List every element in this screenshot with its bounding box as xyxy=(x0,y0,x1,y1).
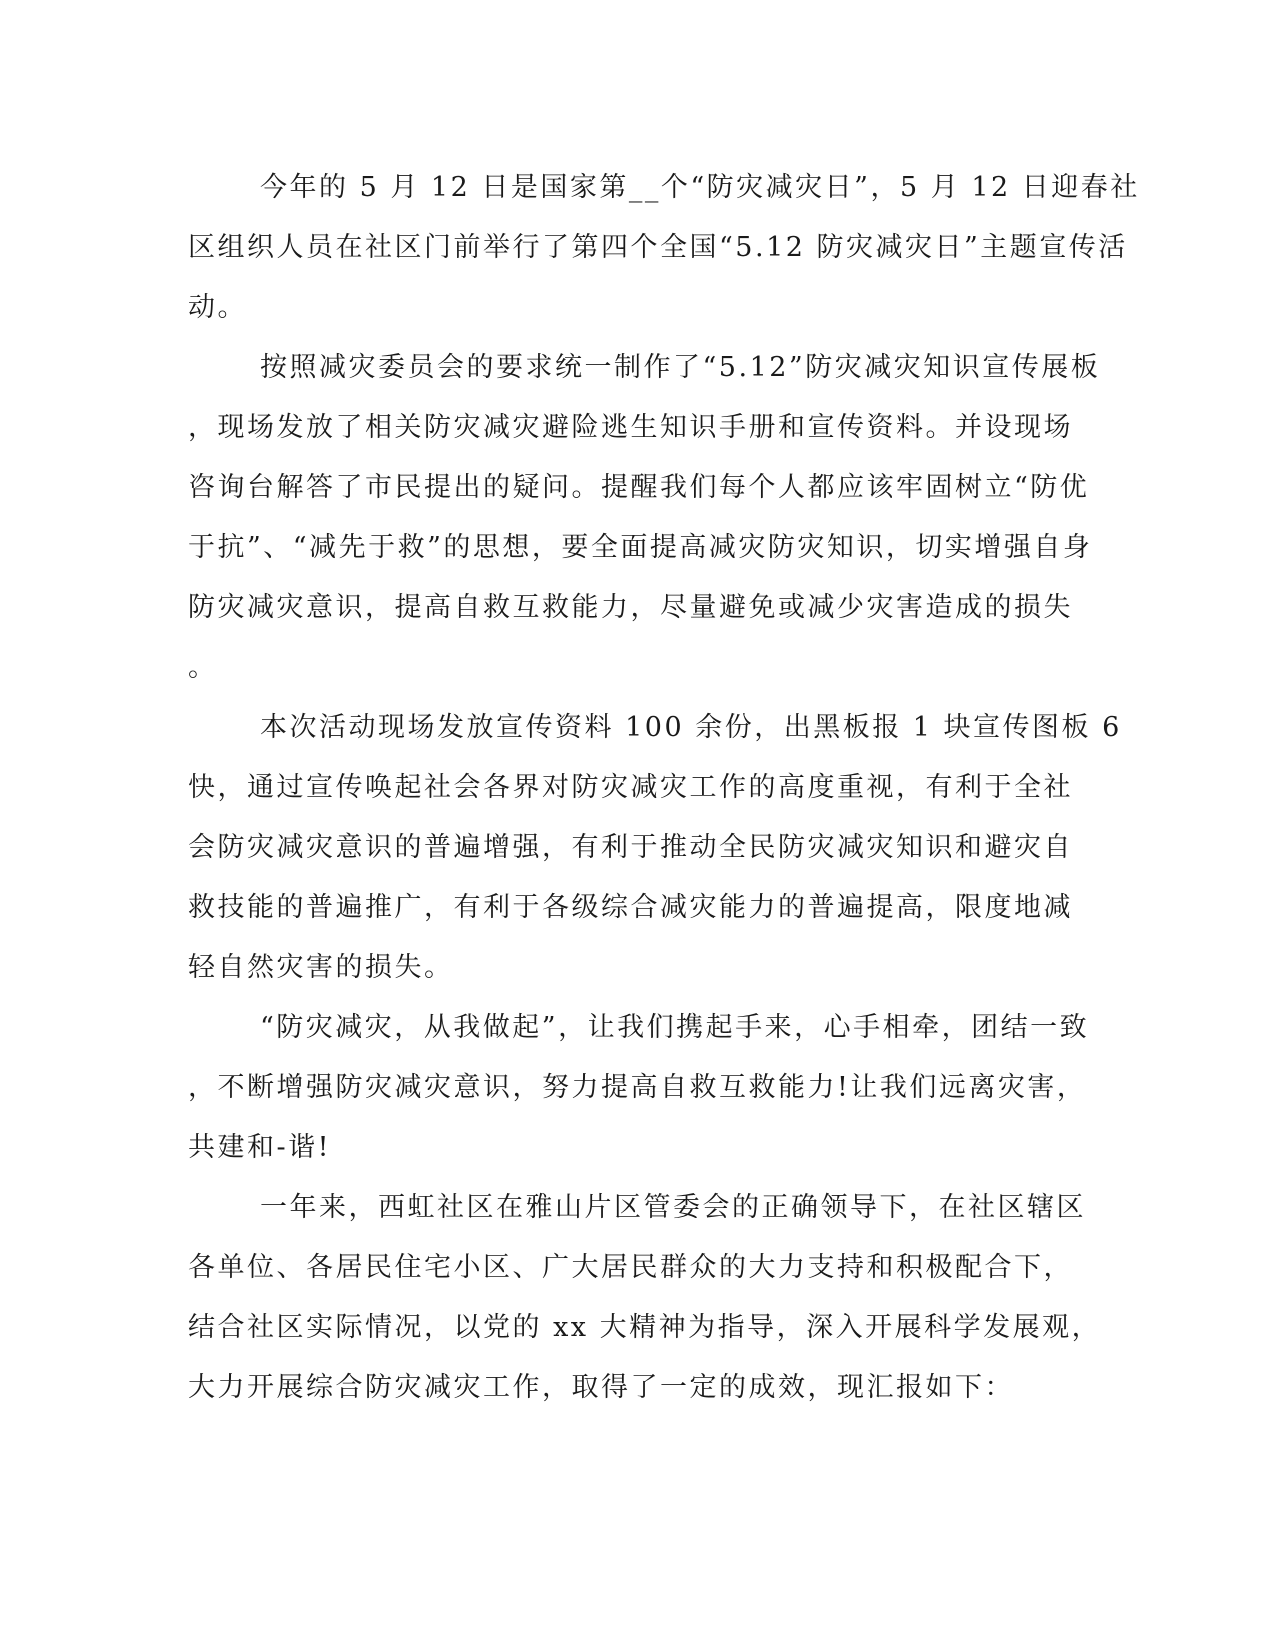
text-line: 本次活动现场发放宣传资料 100 余份，出黑板报 1 块宣传图板 6 xyxy=(260,712,1122,743)
text-line: ，不断增强防灾减灾意识，努力提高自救互救能力!让我们远离灾害， xyxy=(188,1072,1087,1103)
text-line: “防灾减灾，从我做起”，让我们携起手来，心手相牵，团结一致 xyxy=(260,1012,1090,1043)
text-line: 于抗”、“减先于救”的思想，要全面提高减灾防灾知识，切实增强自身 xyxy=(188,532,1093,563)
text-line: 轻自然灾害的损失。 xyxy=(188,952,454,983)
paragraph-annual-report xyxy=(188,1178,1102,1418)
text-line: 大力开展综合防灾减灾工作，取得了一定的成效，现汇报如下： xyxy=(188,1372,1014,1403)
text-line: 救技能的普遍推广，有利于各级综合减灾能力的普遍提高，限度地减 xyxy=(188,892,1073,923)
text-line: 共建和-谐! xyxy=(188,1132,331,1163)
text-line: 按照减灾委员会的要求统一制作了“5.12”防灾减灾知识宣传展板 xyxy=(260,352,1101,383)
text-line: ，现场发放了相关防灾减灾避险逃生知识手册和宣传资料。并设现场 xyxy=(188,412,1073,443)
paragraph-disaster-day xyxy=(188,158,1140,338)
paragraph-call-to-action xyxy=(188,998,1090,1178)
text-line: 各单位、各居民住宅小区、广大居民群众的大力支持和积极配合下， xyxy=(188,1252,1073,1283)
text-line: 。 xyxy=(188,652,218,683)
document-body xyxy=(188,158,1140,1418)
text-line: 会防灾减灾意识的普遍增强，有利于推动全民防灾减灾知识和避灾自 xyxy=(188,832,1073,863)
text-line: 动。 xyxy=(188,292,247,323)
paragraph-display-boards xyxy=(188,338,1101,698)
paragraph-activity-results xyxy=(188,698,1122,998)
text-line: 今年的 5 月 12 日是国家第__个“防灾减灾日”，5 月 12 日迎春社 xyxy=(260,172,1140,203)
text-line: 快，通过宣传唤起社会各界对防灾减灾工作的高度重视，有利于全社 xyxy=(188,772,1073,803)
text-line: 区组织人员在社区门前举行了第四个全国“5.12 防灾减灾日”主题宣传活 xyxy=(188,232,1128,263)
text-line: 一年来，西虹社区在雅山片区管委会的正确领导下，在社区辖区 xyxy=(260,1192,1086,1223)
text-line: 咨询台解答了市民提出的疑问。提醒我们每个人都应该牢固树立“防优 xyxy=(188,472,1090,503)
text-line: 防灾减灾意识，提高自救互救能力，尽量避免或减少灾害造成的损失 xyxy=(188,592,1073,623)
text-line: 结合社区实际情况，以党的 xx 大精神为指导，深入开展科学发展观， xyxy=(188,1312,1102,1343)
